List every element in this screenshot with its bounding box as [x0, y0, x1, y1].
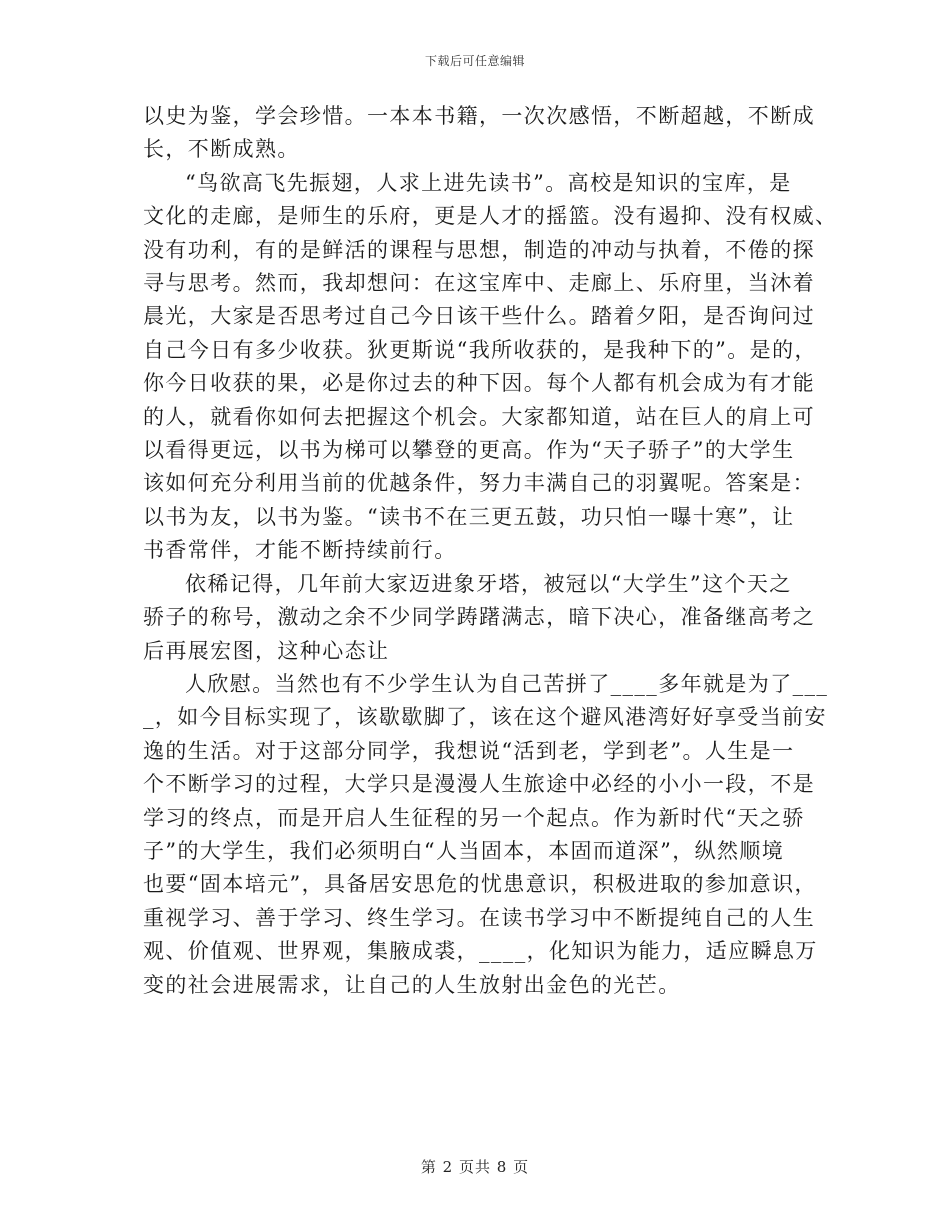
text-line: 子”的大学生，我们必须明白“人当固本，本固而道深”，纵然顺境 [143, 838, 785, 863]
text-line: 没有功利，有的是鲜活的课程与思想，制造的冲动与执着，不倦的探 [143, 237, 815, 262]
text-line: 骄子的称号，激动之余不少同学踌躇满志，暗下决心，准备继高考之 [143, 605, 815, 630]
text-line: 的人，就看你如何去把握这个机会。大家都知道，站在巨人的肩上可 [143, 404, 815, 429]
text-line: 晨光，大家是否思考过自己今日该干些什么。踏着夕阳，是否询问过 [143, 304, 815, 329]
text-line: 变的社会进展需求，让自己的人生放射出金色的光芒。 [143, 972, 681, 997]
text-line: _，如今目标实现了，该歇歇脚了，该在这个避风港湾好好享受当前安 [143, 705, 827, 730]
paragraph [143, 668, 829, 1002]
text-line: 该如何充分利用当前的优越条件，努力丰满自己的羽翼呢。答案是： [143, 471, 815, 496]
text-line: 学习的终点，而是开启人生征程的另一个起点。作为新时代“天之骄 [143, 805, 805, 830]
text-line: 寻与思考。然而，我却想问：在这宝库中、走廊上、乐府里，当沐着 [143, 271, 815, 296]
text-line: 后再展宏图，这种心态让 [143, 638, 390, 663]
paragraph [143, 568, 815, 668]
text-line: 逸的生活。对于这部分同学，我想说“活到老，学到老”。人生是一 [143, 738, 795, 763]
text-line: 书香常伴，才能不断持续前行。 [143, 538, 457, 563]
text-line: 你今日收获的果，必是你过去的种下因。每个人都有机会成为有才能 [143, 371, 815, 396]
text-line: “鸟欲高飞先振翅，人求上进先读书”。高校是知识的宝库，是 [185, 170, 792, 195]
text-line: 以看得更远，以书为梯可以攀登的更高。作为“天子骄子”的大学生 [143, 438, 795, 463]
text-line: 以书为友，以书为鉴。“读书不在三更五鼓，功只怕一曝十寒”，让 [143, 504, 795, 529]
page-header: 下载后可任意编辑 [424, 54, 525, 68]
text-line: 文化的走廊，是师生的乐府，更是人才的摇篮。没有遏抑、没有权威、 [143, 204, 838, 229]
text-line: 以史为鉴，学会珍惜。一本本书籍，一次次感悟，不断超越，不断成 [143, 104, 815, 128]
text-line: 重视学习、善于学习、终生学习。在读书学习中不断提纯自己的人生 [143, 905, 815, 930]
paragraph [143, 100, 815, 167]
text-line: 自己今日有多少收获。狄更斯说“我所收获的，是我种下的”。是的， [143, 337, 817, 362]
text-line: 依稀记得，几年前大家迈进象牙塔，被冠以“大学生”这个天之 [185, 571, 792, 596]
text-line: 也要“固本培元”，具备居安思危的忧患意识，积极进取的参加意识， [143, 872, 817, 897]
paragraph [143, 167, 838, 568]
text-line: 观、价值观、世界观，集腋成裘，____，化知识为能力，适应瞬息万 [143, 939, 818, 964]
text-line: 人欣慰。当然也有不少学生认为自己苦拼了____多年就是为了___ [185, 671, 829, 696]
page-footer: 第 2 页共 8 页 [420, 1158, 530, 1176]
document-body [143, 100, 838, 1002]
text-line: 个不断学习的过程，大学只是漫漫人生旅途中必经的小小一段，不是 [143, 772, 815, 797]
text-line: 长，不断成熟。 [143, 137, 300, 162]
